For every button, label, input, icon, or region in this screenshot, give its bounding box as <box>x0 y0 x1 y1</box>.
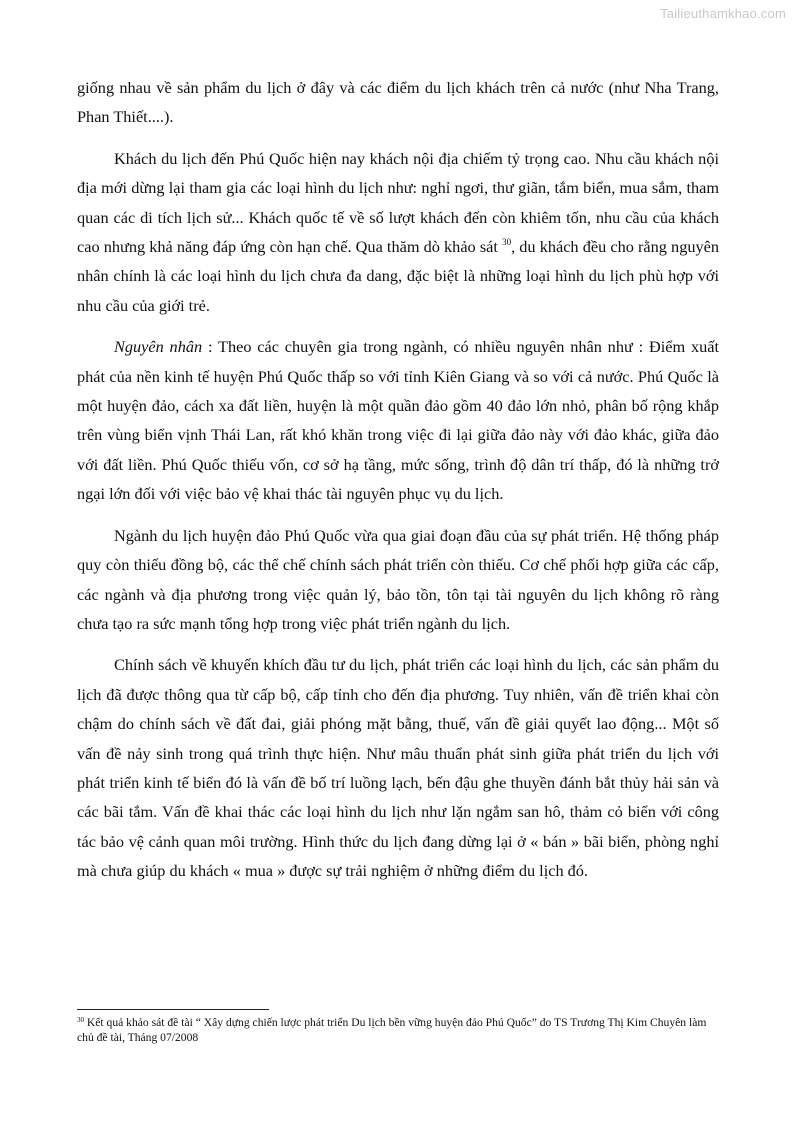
footnote-separator <box>77 1009 269 1010</box>
paragraph-2-text-b: , du khách đều cho rằng nguyên nhân chính là các loại hình du lịch chưa đa dang, đặc biệt là những loại hình du lịch phù hợp với nhu cầu của giới trẻ. <box>77 237 719 315</box>
paragraph-5: Chính sách về khuyến khích đầu tư du lịch, phát triển các loại hình du lịch, các sản phẩm du lịch đã được thông qua từ cấp bộ, cấp tỉnh cho đến địa phương. Tuy nhiên, vấn đề triển khai còn chậm do chính sách về đất đai, giải phóng mặt bằng, thuế, vấn đề giải quyết lao động... Một số vấn đề nảy sinh trong quá trình thực hiện. Như mâu thuẩn phát sinh giữa phát triển du lịch với phát triển kinh tế biển đó là vấn đề bố trí luồng lạch, bến đậu ghe thuyền đánh bắt thủy hải sản và các bãi tắm. Vấn đề khai thác các loại hình du lịch như lặn ngắm san hô, thảm cỏ biển với công tác bảo vệ cảnh quan môi trường. Hình thức du lịch đang dừng lại ở « bán » bãi biển, phòng nghỉ mà chưa giúp du khách « mua » được sự trải nghiệm ở những điểm du lịch đó. <box>77 655 719 881</box>
footnote-text: Kết quả khảo sát đề tài “ Xây dựng chiến lược phát triển Du lịch bền vững huyện đảo Phú Quốc” do TS Trương Thị Kim Chuyên làm chủ đề tài, Tháng 07/2008 <box>77 1016 707 1044</box>
paragraph-3 <box>77 332 719 508</box>
footnote-number: 30 <box>77 1016 84 1024</box>
document-body <box>77 73 719 898</box>
paragraph-2 <box>77 144 719 320</box>
paragraph-1: giống nhau về sản phẩm du lịch ở đây và các điểm du lịch khách trên cả nước (như Nha Trang, Phan Thiết....). <box>77 78 719 127</box>
cause-label: Nguyên nhân <box>114 337 203 357</box>
paragraph-3-text: : Theo các chuyên gia trong ngành, có nhiều nguyên nhân như : Điểm xuất phát của nền kinh tế huyện Phú Quốc thấp so với tỉnh Kiên Giang và so với cả nước. Phú Quốc là một huyện đảo, cách xa đất liền, huyện là một quần đảo gồm 40 đảo lớn nhỏ, phân bố rộng khắp trên vùng biển vịnh Thái Lan, rất khó khăn trong việc đi lại giữa đảo này với đảo khác, giữa đảo với đất liền. Phú Quốc thiếu vốn, cơ sở hạ tầng, mức sống, trình độ dân trí thấp, đó là những trở ngại lớn đối với việc bảo vệ khai thác tài nguyên phục vụ du lịch. <box>77 337 719 504</box>
footnote <box>77 1015 719 1045</box>
footnote-reference: 30 <box>502 237 512 248</box>
paragraph-4: Ngành du lịch huyện đảo Phú Quốc vừa qua giai đoạn đầu của sự phát triển. Hệ thống pháp quy còn thiếu đồng bộ, các thể chế chính sách phát triển còn thiếu. Cơ chế phối hợp giữa các cấp, các ngành và địa phương trong việc quản lý, bảo tồn, tôn tại tài nguyên du lịch không rõ ràng chưa tạo ra sức mạnh tổng hợp trong việc phát triển ngành du lịch. <box>77 525 719 633</box>
watermark: Tailieuthamkhao.com <box>660 6 786 21</box>
paragraph-2-text-a: Khách du lịch đến Phú Quốc hiện nay khách nội địa chiếm tỷ trọng cao. Nhu cầu khách nội địa mới dừng lại tham gia các loại hình du lịch như: nghỉ ngơi, thư giãn, tắm biển, mua sắm, tham quan các di tích lịch sử... Khách quốc tế về số lượt khách đến còn khiêm tốn, nhu cầu của khách cao nhưng khả năng đáp ứng còn hạn chế. Qua thăm dò khảo sát <box>77 148 719 257</box>
